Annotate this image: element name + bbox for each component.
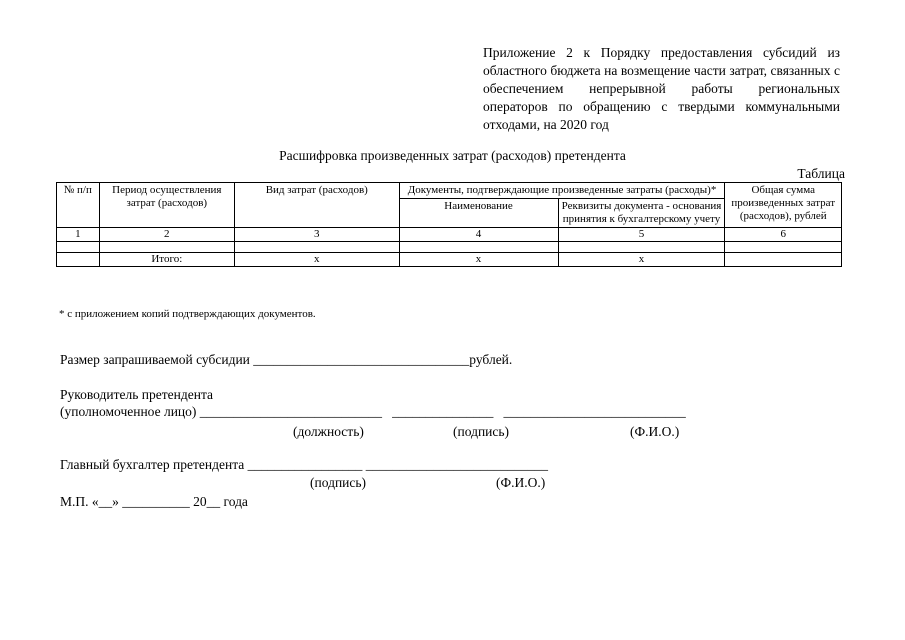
head-position-blank: ___________________________	[199, 404, 383, 419]
accountant-name-blank: ___________________________	[365, 457, 549, 472]
head-authorized-label: (уполномоченное лицо)	[60, 404, 197, 419]
total-cell: х	[558, 253, 725, 267]
header-doc-name: Наименование	[399, 199, 558, 228]
table-number-row	[57, 228, 842, 242]
table-total-row	[57, 253, 842, 267]
head-signature-line	[60, 404, 686, 420]
caption-name: (Ф.И.О.)	[630, 424, 680, 439]
table-cell	[57, 242, 100, 253]
head-name-blank: ___________________________	[503, 404, 686, 419]
table-cell	[558, 242, 725, 253]
caption-position: (должность)	[293, 424, 364, 439]
table-row	[57, 242, 842, 253]
accountant-caption-signature: (подпись)	[310, 475, 367, 490]
head-signature-blank: _______________	[392, 404, 494, 419]
accountant-signature-line	[60, 457, 548, 473]
column-number: 1	[57, 228, 100, 242]
total-cell: х	[399, 253, 558, 267]
footnote: * с приложением копий подтверждающих документов.	[59, 308, 316, 320]
stamp-date-line: М.П. «__» __________ 20__ года	[60, 494, 248, 509]
subsidy-unit: рублей.	[469, 352, 513, 367]
table-cell	[725, 242, 842, 253]
document-title-text: Расшифровка произведенных затрат (расходов) претендента	[279, 148, 626, 163]
accountant-signature-blank: _________________	[247, 457, 363, 472]
header-doc-details: Реквизиты документа - основания принятия к бухгалтерскому учету	[558, 199, 725, 228]
subsidy-line	[60, 352, 512, 368]
caption-signature: (подпись)	[453, 424, 510, 439]
table-cell	[399, 242, 558, 253]
accountant-label: Главный бухгалтер претендента	[60, 457, 245, 472]
column-number: 5	[558, 228, 725, 242]
table-cell	[234, 242, 399, 253]
header-expense-type: Вид затрат (расходов)	[234, 183, 399, 228]
head-title: Руководитель претендента	[60, 387, 214, 402]
column-number: 2	[99, 228, 234, 242]
table-cell	[725, 253, 842, 267]
column-number: 3	[234, 228, 399, 242]
header-total-sum: Общая сумма произведенных затрат (расходов), рублей	[725, 183, 842, 228]
header-period: Период осуществления затрат (расходов)	[99, 183, 234, 228]
table-cell	[57, 253, 100, 267]
table-label: Таблица	[797, 166, 845, 181]
header-number: № п/п	[57, 183, 100, 228]
subsidy-amount-blank: ________________________________	[253, 352, 470, 367]
table-header-row	[57, 183, 842, 199]
subsidy-label: Размер запрашиваемой субсидии	[60, 352, 250, 367]
column-number: 6	[725, 228, 842, 242]
total-label: Итого:	[99, 253, 234, 267]
total-cell: х	[234, 253, 399, 267]
appendix-note: Приложение 2 к Порядку предоставления субсидий из областного бюджета на возмещение части затрат, связанных с обеспечением непрерывной работы региональных операторов по обращению с твердыми коммунальными отходами, на 2020 год	[483, 45, 840, 132]
table-cell	[99, 242, 234, 253]
expenses-table	[56, 182, 842, 267]
document-title	[0, 148, 905, 164]
column-number: 4	[399, 228, 558, 242]
header-documents-group: Документы, подтверждающие произведенные затраты (расходы)*	[399, 183, 725, 199]
accountant-caption-name: (Ф.И.О.)	[496, 475, 546, 490]
